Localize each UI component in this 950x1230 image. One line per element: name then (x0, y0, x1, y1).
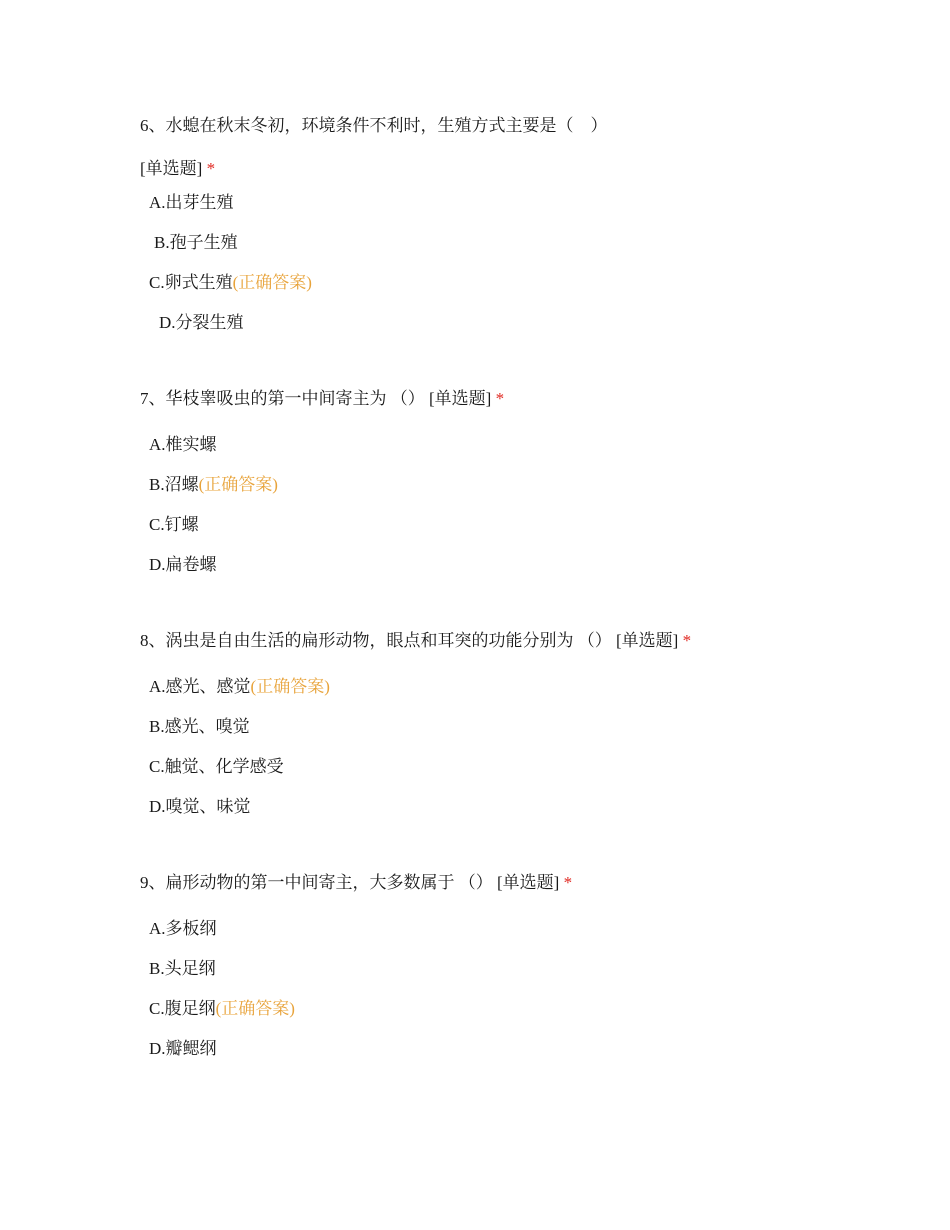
option-text: 分裂生殖 (175, 313, 244, 332)
option-letter: B. (154, 233, 170, 252)
option-letter: C. (149, 273, 165, 292)
option-letter: B. (149, 959, 165, 978)
option-text: 触觉、化学感受 (164, 757, 284, 776)
option[interactable] (159, 312, 244, 334)
option-letter: A. (149, 677, 166, 696)
option-letter: D. (149, 555, 166, 574)
question-number: 6 (140, 116, 149, 135)
question-text: 、扁形动物的第一中间寄主，大多数属于 （） (148, 873, 493, 892)
question-text: 、涡虫是自由生活的扁形动物，眼点和耳突的功能分别为 （） (148, 631, 612, 650)
question-type: [单选题] (616, 631, 679, 650)
question-number: 9 (140, 873, 149, 892)
option-letter: A. (149, 193, 166, 212)
question-type: [单选题] (429, 389, 492, 408)
option[interactable] (149, 192, 234, 214)
option-letter: D. (149, 797, 166, 816)
option-text: 瓣鳃纲 (165, 1039, 217, 1058)
option-text: 嗅觉、味觉 (165, 797, 251, 816)
correct-answer-mark: (正确答案) (198, 475, 278, 494)
question-text: 、华枝睾吸虫的第一中间寄主为 （） (148, 389, 425, 408)
option-text: 孢子生殖 (169, 233, 238, 252)
option-text: 出芽生殖 (165, 193, 234, 212)
option[interactable] (149, 676, 330, 698)
option[interactable] (149, 474, 278, 496)
option-text: 扁卷螺 (165, 555, 217, 574)
option-letter: C. (149, 515, 165, 534)
correct-answer-mark: (正确答案) (215, 999, 295, 1018)
option-text: 感光、感觉 (165, 677, 251, 696)
option[interactable] (149, 272, 312, 294)
option[interactable] (149, 958, 216, 980)
question-title (140, 630, 691, 652)
required-mark: * (206, 159, 216, 178)
option[interactable] (154, 232, 238, 254)
option[interactable] (149, 918, 217, 940)
question-type-line (140, 158, 215, 180)
required-mark: * (563, 873, 573, 892)
question-type: [单选题] (140, 159, 203, 178)
question-title (140, 388, 504, 410)
option[interactable] (149, 434, 217, 456)
option[interactable] (149, 554, 217, 576)
required-mark: * (495, 389, 505, 408)
option-text: 椎实螺 (165, 435, 217, 454)
option-text: 沼螺 (164, 475, 199, 494)
option-text: 钉螺 (164, 515, 199, 534)
option-letter: B. (149, 717, 165, 736)
question-number: 8 (140, 631, 149, 650)
option-text: 感光、嗅觉 (164, 717, 250, 736)
option[interactable] (149, 756, 284, 778)
option[interactable] (149, 514, 199, 536)
option[interactable] (149, 716, 250, 738)
option-letter: C. (149, 757, 165, 776)
option-letter: D. (149, 1039, 166, 1058)
correct-answer-mark: (正确答案) (250, 677, 330, 696)
option-letter: B. (149, 475, 165, 494)
question-type: [单选题] (497, 873, 560, 892)
option[interactable] (149, 998, 295, 1020)
option-text: 腹足纲 (164, 999, 216, 1018)
question-title (140, 115, 608, 137)
question-number: 7 (140, 389, 149, 408)
option-text: 多板纲 (165, 919, 217, 938)
correct-answer-mark: (正确答案) (232, 273, 312, 292)
option[interactable] (149, 1038, 217, 1060)
option-letter: A. (149, 435, 166, 454)
option-text: 头足纲 (164, 959, 216, 978)
option[interactable] (149, 796, 251, 818)
option-letter: C. (149, 999, 165, 1018)
option-text: 卵式生殖 (164, 273, 233, 292)
option-letter: A. (149, 919, 166, 938)
required-mark: * (682, 631, 692, 650)
question-title (140, 872, 572, 894)
question-text: 、水螅在秋末冬初，环境条件不利时，生殖方式主要是（ ） (148, 116, 608, 135)
option-letter: D. (159, 313, 176, 332)
